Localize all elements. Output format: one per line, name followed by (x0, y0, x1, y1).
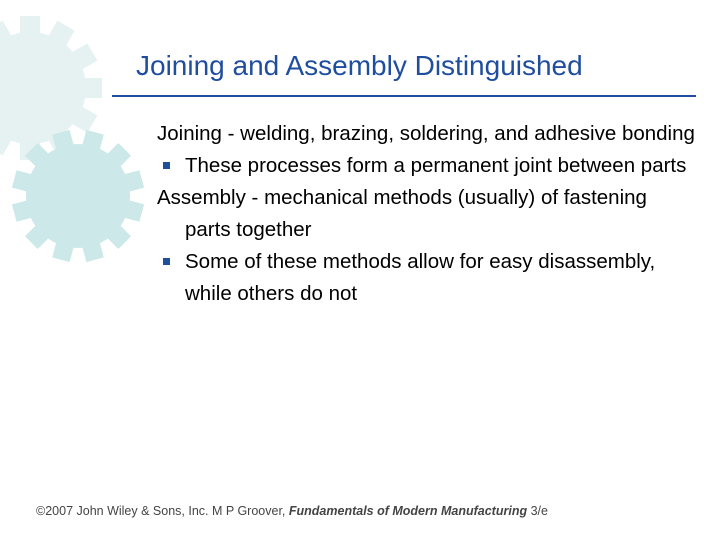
slide-body (157, 118, 697, 310)
footer-copyright: ©2007 John Wiley & Sons, Inc. (36, 504, 209, 518)
bullet-item-disassembly (157, 246, 697, 310)
bullet-item-permanent-joint (157, 150, 697, 182)
square-bullet-icon (163, 162, 170, 169)
footer-edition: 3/e (530, 504, 548, 518)
gear-icon-bottom (12, 130, 144, 262)
text-item-assembly: Assembly - mechanical methods (usually) of fastening parts together (157, 186, 647, 241)
footer-book-title: Fundamentals of Modern Manufacturing (288, 504, 528, 518)
footer (36, 504, 548, 518)
gears-decoration (0, 0, 160, 270)
slide-title: Joining and Assembly Distinguished (136, 50, 583, 81)
title-divider (112, 95, 696, 97)
footer-author: M P Groover, (211, 504, 286, 518)
square-bullet-icon (163, 258, 170, 265)
bullet-text: These processes form a permanent joint between parts (185, 154, 687, 177)
bullet-text: Some of these methods allow for easy disassembly, while others do not (185, 250, 656, 305)
text-item-joining: Joining - welding, brazing, soldering, and adhesive bonding (157, 122, 695, 145)
